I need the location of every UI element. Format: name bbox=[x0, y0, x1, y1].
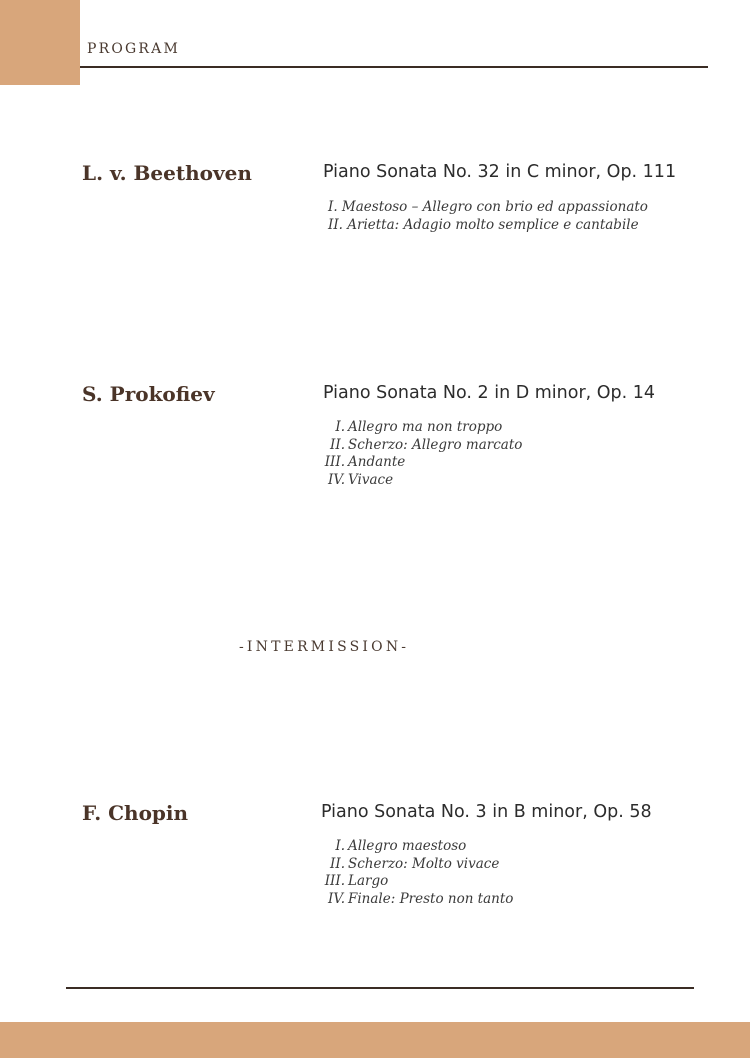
movement-item: II. Arietta: Adagio molto semplice e cantabile bbox=[328, 216, 639, 233]
movement-item bbox=[321, 856, 513, 874]
movement-number: II. bbox=[330, 436, 345, 453]
composer-beethoven: L. v. Beethoven bbox=[82, 161, 252, 185]
movement-item bbox=[321, 419, 522, 437]
movement-name: Largo bbox=[348, 873, 389, 889]
composer-chopin: F. Chopin bbox=[82, 801, 189, 825]
movement-name: Scherzo: Molto vivace bbox=[348, 855, 500, 872]
header-label: PROGRAM bbox=[87, 41, 181, 57]
work-title-beethoven: Piano Sonata No. 32 in C minor, Op. 111 bbox=[323, 162, 677, 182]
movement-name: Allegro ma non troppo bbox=[348, 419, 503, 435]
movement-name: Andante bbox=[348, 454, 406, 470]
movement-number: I. bbox=[335, 419, 345, 435]
movement-item bbox=[321, 472, 522, 490]
movement-item bbox=[321, 454, 522, 472]
composer-prokofiev: S. Prokofiev bbox=[82, 382, 215, 406]
movement-name: Scherzo: Allegro marcato bbox=[348, 436, 523, 453]
movement-item bbox=[321, 891, 513, 909]
header-accent-block bbox=[0, 0, 80, 85]
bottom-divider bbox=[66, 987, 694, 989]
movement-name: Finale: Presto non tanto bbox=[348, 890, 514, 907]
movement-list-beethoven bbox=[328, 199, 648, 234]
movement-number: III. bbox=[324, 454, 345, 470]
movement-list-chopin bbox=[321, 838, 513, 908]
movement-item bbox=[321, 873, 513, 891]
work-title-prokofiev: Piano Sonata No. 2 in D minor, Op. 14 bbox=[323, 383, 656, 403]
movement-name: Vivace bbox=[348, 471, 394, 488]
work-title-chopin: Piano Sonata No. 3 in B minor, Op. 58 bbox=[321, 802, 652, 822]
top-divider bbox=[80, 66, 708, 68]
movement-item bbox=[321, 437, 522, 455]
movement-list-prokofiev bbox=[321, 419, 522, 489]
intermission-label: -INTERMISSION- bbox=[239, 639, 410, 655]
movement-name: Allegro maestoso bbox=[348, 838, 467, 854]
movement-number: IV. bbox=[327, 890, 345, 907]
footer-accent-band bbox=[0, 1022, 750, 1058]
movement-number: II. bbox=[330, 855, 345, 872]
movement-item bbox=[321, 838, 513, 856]
movement-number: III. bbox=[324, 873, 345, 889]
movement-item: I. Maestoso – Allegro con brio ed appassionato bbox=[328, 199, 648, 215]
movement-number: I. bbox=[335, 838, 345, 854]
movement-number: IV. bbox=[327, 471, 345, 488]
